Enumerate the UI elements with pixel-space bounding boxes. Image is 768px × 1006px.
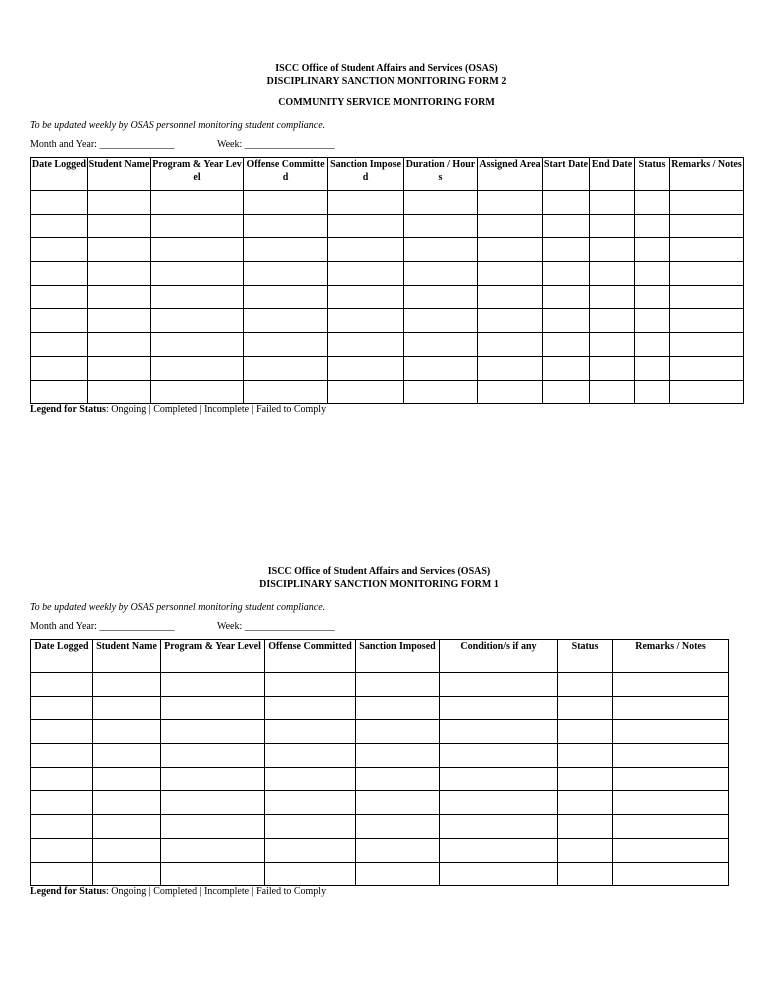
table-cell[interactable] xyxy=(244,238,328,262)
table-cell[interactable] xyxy=(151,285,244,309)
table-cell[interactable] xyxy=(31,356,88,380)
column-header: Status xyxy=(635,158,670,191)
monitoring-table xyxy=(30,157,744,404)
table-cell[interactable] xyxy=(440,862,558,886)
table-cell[interactable] xyxy=(478,285,543,309)
table-cell[interactable] xyxy=(31,815,93,839)
column-header: Offense Committed xyxy=(265,640,356,673)
table-cell[interactable] xyxy=(558,696,613,720)
table-cell[interactable] xyxy=(590,214,635,238)
table-cell[interactable] xyxy=(88,309,151,333)
table-cell[interactable] xyxy=(244,309,328,333)
table-cell[interactable] xyxy=(328,262,404,286)
table-cell[interactable] xyxy=(543,333,590,357)
table-cell[interactable] xyxy=(244,191,328,215)
table-cell[interactable] xyxy=(670,262,744,286)
table-cell[interactable] xyxy=(613,767,729,791)
table-row xyxy=(31,333,744,357)
table-cell[interactable] xyxy=(558,673,613,697)
table-cell[interactable] xyxy=(151,214,244,238)
table-row xyxy=(31,214,744,238)
table-cell[interactable] xyxy=(151,380,244,404)
column-header: Student Name xyxy=(88,158,151,191)
table-header-row xyxy=(31,640,729,673)
table-cell[interactable] xyxy=(478,262,543,286)
table-cell[interactable] xyxy=(161,862,265,886)
table-cell[interactable] xyxy=(404,356,478,380)
table-cell[interactable] xyxy=(265,696,356,720)
table-cell[interactable] xyxy=(635,262,670,286)
week-field[interactable]: Week: __________________ xyxy=(216,621,335,632)
table-body xyxy=(31,191,744,404)
table-cell[interactable] xyxy=(404,191,478,215)
table-row xyxy=(31,673,729,697)
column-header: Condition/s if any xyxy=(440,640,558,673)
table-cell[interactable] xyxy=(31,767,93,791)
table-cell[interactable] xyxy=(670,238,744,262)
table-cell[interactable] xyxy=(670,309,744,333)
table-row xyxy=(31,191,744,215)
table-cell[interactable] xyxy=(328,333,404,357)
table-cell[interactable] xyxy=(670,380,744,404)
table-cell[interactable] xyxy=(31,380,88,404)
table-row xyxy=(31,309,744,333)
table-cell[interactable] xyxy=(404,380,478,404)
table-cell[interactable] xyxy=(440,791,558,815)
table-cell[interactable] xyxy=(670,191,744,215)
table-cell[interactable] xyxy=(635,380,670,404)
table-cell[interactable] xyxy=(613,696,729,720)
table-cell[interactable] xyxy=(31,720,93,744)
table-cell[interactable] xyxy=(543,285,590,309)
table-cell[interactable] xyxy=(670,333,744,357)
table-cell[interactable] xyxy=(635,333,670,357)
table-cell[interactable] xyxy=(404,333,478,357)
table-cell[interactable] xyxy=(558,720,613,744)
table-cell[interactable] xyxy=(440,838,558,862)
table-cell[interactable] xyxy=(440,720,558,744)
table-cell[interactable] xyxy=(613,815,729,839)
status-legend xyxy=(30,404,743,416)
table-cell[interactable] xyxy=(356,767,440,791)
table-cell[interactable] xyxy=(613,791,729,815)
table-cell[interactable] xyxy=(328,285,404,309)
month-year-field[interactable]: Month and Year: _______________ xyxy=(30,139,175,150)
instruction-text: To be updated weekly by OSAS personnel monitoring student compliance. xyxy=(30,120,326,131)
table-cell[interactable] xyxy=(613,720,729,744)
table-cell[interactable] xyxy=(328,214,404,238)
table-cell[interactable] xyxy=(590,380,635,404)
table-cell[interactable] xyxy=(558,767,613,791)
table-cell[interactable] xyxy=(161,696,265,720)
table-cell[interactable] xyxy=(590,285,635,309)
table-cell[interactable] xyxy=(265,862,356,886)
table-cell[interactable] xyxy=(328,356,404,380)
table-cell[interactable] xyxy=(151,333,244,357)
table-cell[interactable] xyxy=(93,767,161,791)
table-cell[interactable] xyxy=(161,815,265,839)
table-row xyxy=(31,262,744,286)
table-cell[interactable] xyxy=(558,838,613,862)
table-cell[interactable] xyxy=(265,838,356,862)
table-row xyxy=(31,696,729,720)
table-cell[interactable] xyxy=(613,862,729,886)
table-cell[interactable] xyxy=(244,214,328,238)
table-cell[interactable] xyxy=(93,696,161,720)
table-cell[interactable] xyxy=(93,673,161,697)
table-cell[interactable] xyxy=(543,238,590,262)
column-header: Start Date xyxy=(543,158,590,191)
column-header: Date Logged xyxy=(31,640,93,673)
table-cell[interactable] xyxy=(558,744,613,768)
table-cell[interactable] xyxy=(356,744,440,768)
community-service-form xyxy=(30,62,743,416)
table-cell[interactable] xyxy=(244,262,328,286)
column-header: Duration / Hours xyxy=(404,158,478,191)
table-cell[interactable] xyxy=(244,333,328,357)
table-row xyxy=(31,815,729,839)
table-cell[interactable] xyxy=(404,214,478,238)
table-cell[interactable] xyxy=(265,815,356,839)
table-cell[interactable] xyxy=(265,767,356,791)
table-cell[interactable] xyxy=(151,356,244,380)
table-cell[interactable] xyxy=(478,309,543,333)
table-cell[interactable] xyxy=(590,262,635,286)
table-cell[interactable] xyxy=(31,262,88,286)
table-cell[interactable] xyxy=(635,285,670,309)
table-cell[interactable] xyxy=(635,238,670,262)
table-cell[interactable] xyxy=(161,720,265,744)
table-cell[interactable] xyxy=(93,720,161,744)
table-cell[interactable] xyxy=(356,720,440,744)
table-cell[interactable] xyxy=(543,214,590,238)
table-cell[interactable] xyxy=(31,238,88,262)
table-body xyxy=(31,673,729,886)
office-name: ISCC Office of Student Affairs and Services (OSAS) xyxy=(275,63,498,74)
table-cell[interactable] xyxy=(635,214,670,238)
table-cell[interactable] xyxy=(356,838,440,862)
table-cell[interactable] xyxy=(404,238,478,262)
table-cell[interactable] xyxy=(356,815,440,839)
table-cell[interactable] xyxy=(31,191,88,215)
table-cell[interactable] xyxy=(478,333,543,357)
table-cell[interactable] xyxy=(404,262,478,286)
table-row xyxy=(31,238,744,262)
legend-values: : Ongoing | Completed | Incomplete | Failed to Comply xyxy=(105,886,327,898)
table-cell[interactable] xyxy=(265,673,356,697)
disciplinary-sanction-form xyxy=(30,565,728,898)
table-cell[interactable] xyxy=(161,767,265,791)
table-cell[interactable] xyxy=(670,356,744,380)
table-cell[interactable] xyxy=(31,744,93,768)
table-cell[interactable] xyxy=(356,696,440,720)
table-cell[interactable] xyxy=(440,767,558,791)
table-cell[interactable] xyxy=(31,333,88,357)
table-cell[interactable] xyxy=(478,238,543,262)
table-cell[interactable] xyxy=(328,380,404,404)
table-cell[interactable] xyxy=(93,838,161,862)
table-cell[interactable] xyxy=(590,191,635,215)
table-cell[interactable] xyxy=(151,262,244,286)
table-cell[interactable] xyxy=(670,214,744,238)
table-cell[interactable] xyxy=(543,380,590,404)
column-header: Assigned Area xyxy=(478,158,543,191)
column-header: Status xyxy=(558,640,613,673)
table-row xyxy=(31,767,729,791)
table-cell[interactable] xyxy=(88,262,151,286)
table-cell[interactable] xyxy=(265,791,356,815)
table-cell[interactable] xyxy=(31,696,93,720)
table-cell[interactable] xyxy=(265,720,356,744)
table-cell[interactable] xyxy=(244,285,328,309)
table-cell[interactable] xyxy=(543,191,590,215)
column-header: Program & Year Level xyxy=(161,640,265,673)
table-cell[interactable] xyxy=(543,356,590,380)
table-cell[interactable] xyxy=(635,191,670,215)
table-cell[interactable] xyxy=(590,309,635,333)
table-cell[interactable] xyxy=(161,744,265,768)
table-cell[interactable] xyxy=(558,862,613,886)
table-cell[interactable] xyxy=(88,333,151,357)
table-cell[interactable] xyxy=(88,238,151,262)
table-row xyxy=(31,862,729,886)
table-cell[interactable] xyxy=(31,791,93,815)
form-subtitle: COMMUNITY SERVICE MONITORING FORM xyxy=(278,97,495,108)
table-cell[interactable] xyxy=(590,333,635,357)
table-cell[interactable] xyxy=(440,673,558,697)
table-cell[interactable] xyxy=(244,356,328,380)
table-cell[interactable] xyxy=(613,673,729,697)
legend-label: Legend for Status xyxy=(30,886,106,898)
table-cell[interactable] xyxy=(356,791,440,815)
table-cell[interactable] xyxy=(88,380,151,404)
table-cell[interactable] xyxy=(88,356,151,380)
month-year-field[interactable]: Month and Year: _______________ xyxy=(30,621,175,632)
table-cell[interactable] xyxy=(328,238,404,262)
table-cell[interactable] xyxy=(31,673,93,697)
table-row xyxy=(31,838,729,862)
column-header: Sanction Imposed xyxy=(356,640,440,673)
table-cell[interactable] xyxy=(31,214,88,238)
week-field[interactable]: Week: __________________ xyxy=(216,139,335,150)
table-cell[interactable] xyxy=(558,815,613,839)
column-header: Date Logged xyxy=(31,158,88,191)
column-header: Remarks / Notes xyxy=(613,640,729,673)
table-header-row xyxy=(31,158,744,191)
table-cell[interactable] xyxy=(88,214,151,238)
table-cell[interactable] xyxy=(93,791,161,815)
table-cell[interactable] xyxy=(440,815,558,839)
column-header: End Date xyxy=(590,158,635,191)
form-title: DISCIPLINARY SANCTION MONITORING FORM 1 xyxy=(259,579,499,590)
table-cell[interactable] xyxy=(356,862,440,886)
table-cell[interactable] xyxy=(88,285,151,309)
period-fields xyxy=(30,138,743,151)
table-cell[interactable] xyxy=(161,791,265,815)
status-legend xyxy=(30,886,728,898)
table-row xyxy=(31,791,729,815)
column-header: Student Name xyxy=(93,640,161,673)
table-cell[interactable] xyxy=(440,696,558,720)
table-row xyxy=(31,356,744,380)
table-row xyxy=(31,744,729,768)
period-fields xyxy=(30,620,728,633)
table-cell[interactable] xyxy=(151,191,244,215)
table-cell[interactable] xyxy=(151,238,244,262)
table-cell[interactable] xyxy=(31,838,93,862)
table-cell[interactable] xyxy=(151,309,244,333)
table-cell[interactable] xyxy=(88,191,151,215)
table-cell[interactable] xyxy=(440,744,558,768)
table-cell[interactable] xyxy=(613,744,729,768)
table-cell[interactable] xyxy=(93,815,161,839)
table-cell[interactable] xyxy=(478,191,543,215)
column-header: Sanction Imposed xyxy=(328,158,404,191)
table-cell[interactable] xyxy=(478,356,543,380)
table-cell[interactable] xyxy=(356,673,440,697)
monitoring-table xyxy=(30,639,729,886)
office-name: ISCC Office of Student Affairs and Services (OSAS) xyxy=(267,566,491,577)
table-row xyxy=(31,285,744,309)
table-cell[interactable] xyxy=(404,309,478,333)
table-cell[interactable] xyxy=(635,309,670,333)
table-cell[interactable] xyxy=(244,380,328,404)
table-cell[interactable] xyxy=(328,191,404,215)
column-header: Offense Committed xyxy=(244,158,328,191)
table-cell[interactable] xyxy=(161,838,265,862)
table-cell[interactable] xyxy=(93,862,161,886)
table-cell[interactable] xyxy=(558,791,613,815)
table-cell[interactable] xyxy=(328,309,404,333)
table-cell[interactable] xyxy=(670,285,744,309)
table-cell[interactable] xyxy=(93,744,161,768)
table-cell[interactable] xyxy=(635,356,670,380)
column-header: Program & Year Level xyxy=(151,158,244,191)
table-cell[interactable] xyxy=(590,238,635,262)
table-cell[interactable] xyxy=(161,673,265,697)
table-cell[interactable] xyxy=(31,309,88,333)
table-cell[interactable] xyxy=(590,356,635,380)
table-cell[interactable] xyxy=(478,380,543,404)
table-row xyxy=(31,720,729,744)
form-title: DISCIPLINARY SANCTION MONITORING FORM 2 xyxy=(266,76,507,87)
legend-label: Legend for Status xyxy=(30,404,106,416)
column-header: Remarks / Notes xyxy=(670,158,744,191)
instruction-text: To be updated weekly by OSAS personnel monitoring student compliance. xyxy=(30,602,326,613)
table-row xyxy=(31,380,744,404)
table-cell[interactable] xyxy=(543,309,590,333)
table-cell[interactable] xyxy=(265,744,356,768)
table-cell[interactable] xyxy=(31,285,88,309)
table-cell[interactable] xyxy=(543,262,590,286)
table-cell[interactable] xyxy=(613,838,729,862)
legend-values: : Ongoing | Completed | Incomplete | Failed to Comply xyxy=(105,404,327,416)
table-cell[interactable] xyxy=(404,285,478,309)
table-cell[interactable] xyxy=(31,862,93,886)
table-cell[interactable] xyxy=(478,214,543,238)
